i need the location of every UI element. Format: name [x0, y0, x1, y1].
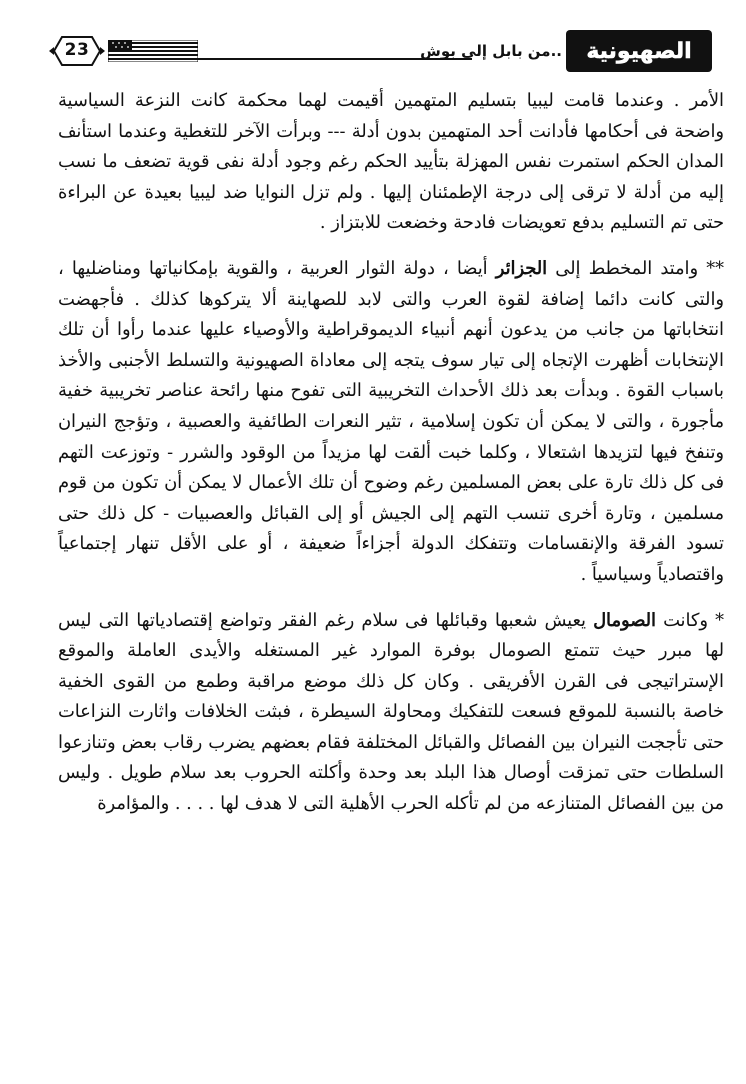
paragraph-algeria: [58, 254, 724, 591]
paragraph-text: الأمر . وعندما قامت ليبيا بتسليم المتهمين أقيمت لهما محكمة كانت النزعة السياسية واضحة فى أحكامها فأدانت أحد المتهمين بدون أدلة --- وبرأت الآخر للتغطية وعندما استأنف المدان الحكم استمرت نفس المهزلة بتأييد الحكم رغم وجود أدلة نفى قوية تضعف ما نسب إليه من أدلة لا ترقى إلى درجة الإطمئنان إليها . ولم تزل النوايا ضد ليبيا بعيدة عن البراءة حتى تم التسليم بدفع تعويضات فادحة وخضعت للابتزاز .: [58, 90, 724, 234]
paragraph-keyword: الصومال: [593, 609, 656, 631]
paragraph-lead: * وكانت: [655, 609, 724, 631]
page-number: 23: [64, 40, 90, 60]
paragraph-text: أيضا ، دولة الثوار العربية ، والقوية بإمكانياتها ومناضليها ، والتى كانت دائما إضافة لقوة العرب والتى لابد للصهاينة ألا يتركوها كذلك . فأجهضت انتخاباتها من جانب من يدعون أنهم أنبياء الديموقراطية والأوصياء عليها عندما رأوا أن تلك الإنتخابات أظهرت الإتجاه إلى تيار سوف يتجه إلى معاداة الصهيونية والتسلط الأجنبى والأخذ باسباب القوة . وبدأت بعد ذلك الأحداث التخريبية التى تفوح منها رائحة عناصر تخريبية خفية مأجورة ، والتى لا يمكن أن تكون إسلامية ، تثير النعرات الطائفية والعصبية ، وتؤجج النيران وتنفخ فيها لتزيدها اشتعالا ، وكلما خبت ألقت لها مزيداً من الوقود والشرر - وتوزعت التهم فى كل ذلك تارة على بعض المسلمين رغم وضوح أن تلك الأعمال لا يمكن أن تكون من قوم مسلمين ، وتارة أخرى تنسب التهم إلى الجيش أو إلى القبائل والعصبيات - كل ذلك حتى تسود الفرقة والإنقسامات وتتفكك الدولة أجزاءاً ضعيفة ، أو على الأقل تنهار إجتماعياً واقتصادياً وسياسياً .: [58, 257, 724, 585]
paragraph-libya: [58, 86, 724, 239]
page-body: [58, 86, 724, 820]
book-subtitle: ..من بابل إلى بوش: [420, 42, 562, 60]
book-title: الصهيونية: [586, 38, 692, 64]
paragraph-somalia: [58, 606, 724, 820]
paragraph-keyword: الجزائر: [495, 257, 548, 279]
page-number-badge: [48, 34, 106, 68]
paragraph-text: يعيش شعبها وقبائلها فى سلام رغم الفقر وتواضع إقتصادياتها التى ليس لها مبرر حيث تتمتع الصومال بوفرة الموارد غير المستغله والأيدى العاملة والموقع الإستراتيجى فى القرن الأفريقى . وكان كل ذلك موضع مراقبة وطمع من القوى الخفية خاصة بالنسبة للموقع فسعت للتفكيك ومحاولة السيطرة ، فبثت الخلافات واثارت النزاعات حتى تأججت النيران بين الفصائل والقبائل المختلفة فقام بعضهم يضرب رقاب بعض وتنازعوا السلطات حتى تمزقت أوصال هذا البلد بعد وحدة وأكلته الحروب بعد سلام طويل . وليس من بين الفصائل المتنازعه من لم تأكله الحرب الأهلية التى لا هدف لها . . . . والمؤامرة: [58, 609, 724, 815]
paragraph-lead: ** وامتد المخطط إلى: [547, 257, 724, 279]
book-title-logo: [566, 30, 712, 72]
page-header: [48, 30, 712, 76]
flag-stripes-icon: [108, 40, 198, 62]
